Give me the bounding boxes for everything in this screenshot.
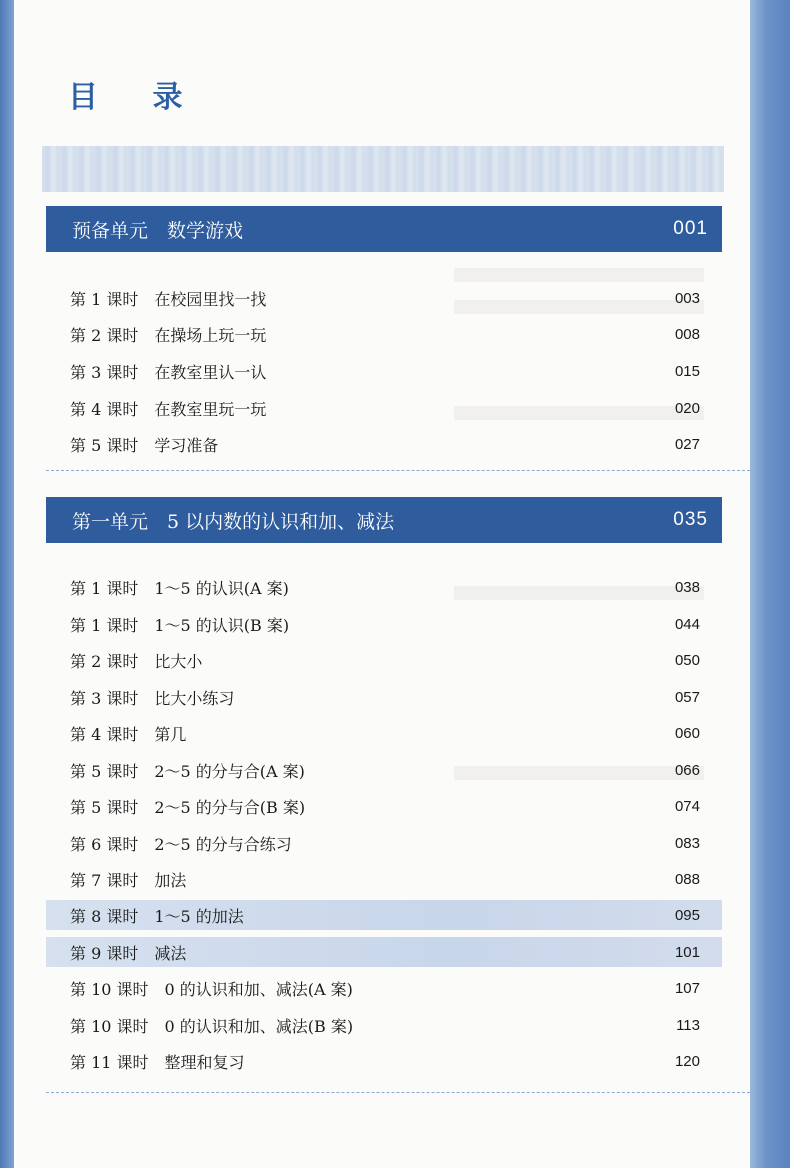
lesson-label: 第 10 课时 0 的认识和加、减法(B 案) bbox=[70, 1016, 354, 1036]
lesson-label: 第 1 课时 在校园里找一找 bbox=[70, 289, 267, 309]
section-divider bbox=[46, 470, 750, 471]
lesson-page-number: 083 bbox=[674, 834, 700, 852]
unit-header-unit-1[interactable] bbox=[46, 497, 722, 543]
decorative-band bbox=[42, 146, 724, 192]
lesson-page-number: 095 bbox=[674, 906, 700, 924]
lesson-page-number: 015 bbox=[674, 362, 700, 380]
lesson-label: 第 4 课时 在教室里玩一玩 bbox=[70, 399, 267, 419]
toc-entry[interactable] bbox=[46, 900, 722, 930]
lesson-page-number: 120 bbox=[674, 1052, 700, 1070]
toc-entry[interactable] bbox=[46, 356, 722, 386]
lesson-label: 第 5 课时 学习准备 bbox=[70, 435, 219, 455]
section-divider bbox=[46, 1092, 750, 1093]
toc-entry[interactable] bbox=[46, 319, 722, 349]
lesson-label: 第 1 课时 1～5 的认识(B 案) bbox=[70, 615, 290, 635]
unit-page-number: 035 bbox=[673, 509, 708, 530]
toc-entry[interactable] bbox=[46, 429, 722, 459]
book-binding-edge bbox=[0, 0, 14, 1168]
toc-entry[interactable] bbox=[46, 1010, 722, 1040]
lesson-page-number: 088 bbox=[674, 870, 700, 888]
lesson-label: 第 11 课时 整理和复习 bbox=[70, 1052, 245, 1072]
lesson-page-number: 038 bbox=[674, 578, 700, 596]
toc-page bbox=[14, 0, 750, 1168]
toc-entry[interactable] bbox=[46, 1046, 722, 1076]
lesson-label: 第 2 课时 在操场上玩一玩 bbox=[70, 325, 267, 345]
toc-entry[interactable] bbox=[46, 864, 722, 894]
lesson-page-number: 020 bbox=[674, 399, 700, 417]
lesson-page-number: 044 bbox=[674, 615, 700, 633]
lesson-label: 第 2 课时 比大小 bbox=[70, 651, 203, 671]
toc-entry[interactable] bbox=[46, 393, 722, 423]
show-through bbox=[454, 268, 704, 282]
toc-entry[interactable] bbox=[46, 609, 722, 639]
lesson-label: 第 1 课时 1～5 的认识(A 案) bbox=[70, 578, 289, 598]
lesson-label: 第 4 课时 第几 bbox=[70, 724, 187, 744]
unit-header-preparatory[interactable] bbox=[46, 206, 722, 252]
lesson-page-number: 107 bbox=[674, 979, 700, 997]
lesson-page-number: 008 bbox=[674, 325, 700, 343]
unit-title: 预备单元 数学游戏 bbox=[72, 219, 244, 242]
lesson-label: 第 7 课时 加法 bbox=[70, 870, 187, 890]
lesson-page-number: 027 bbox=[674, 435, 700, 453]
toc-entry[interactable] bbox=[46, 718, 722, 748]
lesson-label: 第 8 课时 1～5 的加法 bbox=[70, 906, 244, 926]
lesson-page-number: 074 bbox=[674, 797, 700, 815]
unit-page-number: 001 bbox=[673, 218, 708, 239]
lesson-label: 第 3 课时 在教室里认一认 bbox=[70, 362, 267, 382]
lesson-page-number: 066 bbox=[674, 761, 700, 779]
toc-entry[interactable] bbox=[46, 973, 722, 1003]
toc-entry[interactable] bbox=[46, 937, 722, 967]
book-page-edge bbox=[750, 0, 790, 1168]
lesson-page-number: 113 bbox=[676, 1016, 700, 1034]
toc-entry[interactable] bbox=[46, 572, 722, 602]
lesson-page-number: 003 bbox=[674, 289, 700, 307]
toc-entry[interactable] bbox=[46, 828, 722, 858]
lesson-label: 第 9 课时 减法 bbox=[70, 943, 187, 963]
unit-title: 第一单元 5 以内数的认识和加、减法 bbox=[72, 510, 395, 533]
lesson-label: 第 10 课时 0 的认识和加、减法(A 案) bbox=[70, 979, 353, 999]
lesson-label: 第 6 课时 2～5 的分与合练习 bbox=[70, 834, 292, 854]
toc-entry[interactable] bbox=[46, 682, 722, 712]
lesson-label: 第 3 课时 比大小练习 bbox=[70, 688, 235, 708]
lesson-page-number: 057 bbox=[674, 688, 700, 706]
toc-entry[interactable] bbox=[46, 755, 722, 785]
lesson-label: 第 5 课时 2～5 的分与合(B 案) bbox=[70, 797, 306, 817]
lesson-page-number: 050 bbox=[674, 651, 700, 669]
lesson-page-number: 101 bbox=[674, 943, 700, 961]
lesson-page-number: 060 bbox=[674, 724, 700, 742]
page-title: 目 录 bbox=[68, 80, 205, 115]
toc-entry[interactable] bbox=[46, 283, 722, 313]
lesson-label: 第 5 课时 2～5 的分与合(A 案) bbox=[70, 761, 305, 781]
toc-entry[interactable] bbox=[46, 645, 722, 675]
toc-entry[interactable] bbox=[46, 791, 722, 821]
